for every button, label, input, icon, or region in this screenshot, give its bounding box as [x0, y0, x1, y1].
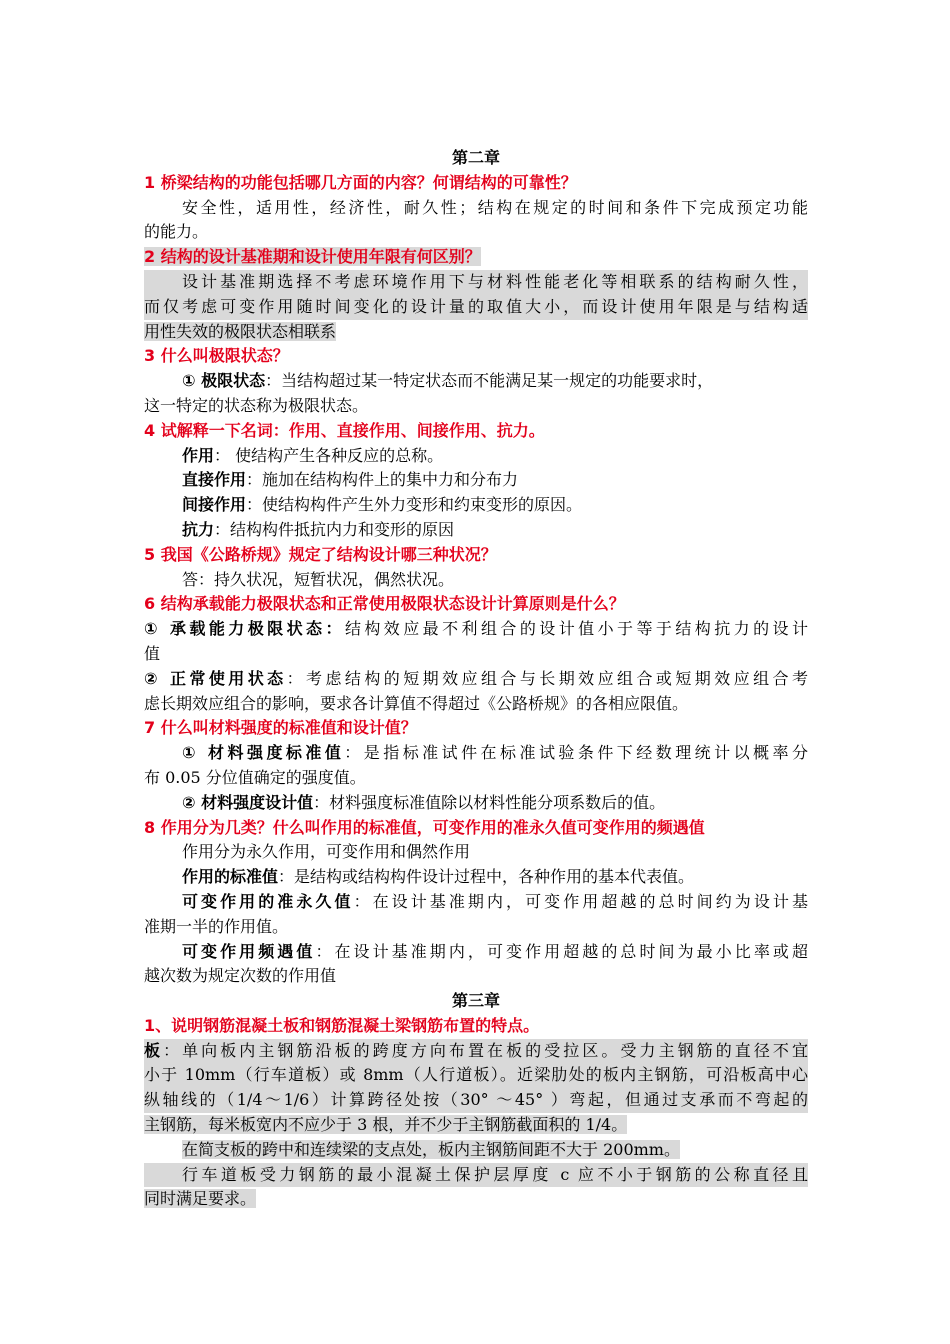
answer-3-term: ① 极限状态 [182, 371, 266, 391]
answer-4-line-3 [144, 493, 808, 518]
answer-8-def-4: ：在设计基准期内，可变作用超越的总时间为最小比率或超 [315, 941, 808, 961]
answer-8-line-5 [144, 940, 808, 965]
answer-2-line-3 [144, 320, 808, 345]
answer-4-term-4: 抗力 [182, 519, 215, 539]
question-2-text: 2 结构的设计基准期和设计使用年限有何区别？ [144, 247, 481, 267]
answer-4-term-3: 间接作用 [182, 495, 247, 515]
question-5: 5 我国《公路桥规》规定了结构设计哪三种状况？ [144, 544, 497, 564]
answer-7-def-2: ：材料强度标准值除以材料性能分项系数后的值。 [313, 792, 666, 812]
answer-4-term-2: 直接作用 [182, 470, 247, 490]
chapter-2-title: 第二章 [451, 148, 500, 167]
answer-1-line-2: 的能力。 [144, 222, 209, 242]
answer-4-def-4: ：结构构件抵抗内力和变形的原因 [214, 519, 455, 539]
document-page [144, 146, 808, 1212]
answer-2-line-3-text: 用性失效的极限状态相联系 [144, 321, 337, 341]
answer-7-line-3 [144, 791, 808, 816]
answer-6-line-3 [144, 667, 808, 692]
answer-6-line-4: 虑长期效应组合的影响，要求各计算值不得超过《公路桥规》的各相应限值。 [144, 693, 689, 713]
answer-8-def-2: ：是结构或结构构件设计过程中，各种作用的基本代表值。 [278, 867, 695, 887]
ch3-answer-1-line-4-text: 主钢筋，每米板宽内不应少于 3 根，并不少于主钢筋截面积的 1/4。 [144, 1115, 628, 1135]
answer-2-line-2: 而仅考虑可变作用随时间变化的设计量的取值大小，而设计使用年限是与结构适 [144, 295, 808, 320]
answer-4-def-1: ： 使结构产生各种反应的总称。 [214, 445, 444, 465]
answer-4-def-2: ：施加在结构构件上的集中力和分布力 [246, 470, 519, 490]
answer-6-term-2: ② 正常使用状态 [144, 668, 287, 688]
answer-3-line-2: 这一特定的状态称为极限状态。 [144, 395, 369, 415]
ch3-answer-1-line-6: 行车道板受力钢筋的最小混凝土保护层厚度 c 应不小于钢筋的公称直径且 [144, 1163, 808, 1188]
answer-8-term-2: 作用的标准值 [182, 867, 279, 887]
answer-8-def-3: ：在设计基准期内，可变作用超越的总时间约为设计基 [353, 891, 808, 911]
ch3-answer-1-term: 板 [144, 1040, 164, 1060]
answer-8-line-4: 准期一半的作用值。 [144, 916, 289, 936]
answer-8-term-3: 可变作用的准永久值 [182, 891, 354, 911]
answer-6-term-1: ① 承载能力极限状态： [144, 619, 345, 639]
answer-7-def-1: ：是指标准试件在标准试验条件下经数理统计以概率分 [344, 743, 808, 763]
answer-7-term-1: ① 材料强度标准值 [182, 743, 345, 763]
answer-7-line-1 [144, 741, 808, 766]
ch3-answer-1-line-1 [144, 1039, 808, 1064]
ch3-answer-1-line-3: 纵轴线的（1/4～1/6）计算跨径处按（30° ～45° ）弯起，但通过支承而不弯起的 [144, 1088, 808, 1113]
answer-6-line-1 [144, 617, 808, 642]
answer-8-term-4: 可变作用频遇值 [182, 941, 316, 961]
answer-6-def-1: 结构效应最不利组合的设计值小于等于结构抗力的设计 [344, 619, 808, 639]
answer-4-line-4 [144, 518, 808, 543]
answer-6-line-2: 值 [144, 643, 161, 663]
ch3-answer-1-line-4 [144, 1113, 808, 1138]
question-1: 1 桥梁结构的功能包括哪几方面的内容？何谓结构的可靠性？ [144, 172, 577, 192]
answer-1-line-1: 安全性，适用性，经济性，耐久性；结构在规定的时间和条件下完成预定功能 [182, 197, 808, 217]
answer-8-line-6: 越次数为规定次数的作用值 [144, 966, 337, 986]
answer-4-line-2 [144, 468, 808, 493]
ch3-answer-1-line-2: 小于 10mm（行车道板）或 8mm（人行道板）。近梁肋处的板内主钢筋，可沿板高中心 [144, 1063, 808, 1088]
ch3-answer-1-line-5-text: 在简支板的跨中和连续梁的支点处，板内主钢筋间距不大于 200mm。 [182, 1139, 680, 1159]
ch3-answer-1-line-7-text: 同时满足要求。 [144, 1189, 257, 1209]
question-2 [144, 245, 808, 270]
chapter-3-title: 第三章 [451, 991, 500, 1011]
answer-4-term-1: 作用 [182, 445, 215, 465]
answer-8-line-3 [144, 890, 808, 915]
answer-3-def: ：当结构超过某一特定状态而不能满足某一规定的功能要求时， [265, 371, 714, 391]
answer-7-line-2: 布 0.05 分位值确定的强度值。 [144, 767, 366, 787]
ch3-answer-1-line-7 [144, 1187, 808, 1212]
question-7: 7 什么叫材料强度的标准值和设计值？ [144, 718, 417, 738]
question-8: 8 作用分为几类？什么叫作用的标准值，可变作用的准永久值可变作用的频遇值 [144, 817, 705, 837]
answer-2-line-1: 设计基准期选择不考虑环境作用下与材料性能老化等相联系的结构耐久性， [144, 270, 808, 295]
answer-7-term-2: ② 材料强度设计值 [182, 792, 314, 812]
answer-8-line-1: 作用分为永久作用，可变作用和偶然作用 [182, 842, 471, 862]
question-4: 4 试解释一下名词：作用、直接作用、间接作用、抗力。 [144, 420, 545, 440]
ch3-answer-1-def: ：单向板内主钢筋沿板的跨度方向布置在板的受拉区。受力主钢筋的直径不宜 [163, 1040, 808, 1060]
answer-3-line-1 [144, 369, 808, 394]
question-3: 3 什么叫极限状态？ [144, 346, 289, 366]
ch3-answer-1-line-5 [144, 1138, 808, 1163]
answer-5: 答：持久状况，短暂状况，偶然状况。 [182, 569, 455, 589]
answer-6-def-2: ：考虑结构的短期效应组合与长期效应组合或短期效应组合考 [286, 668, 808, 688]
question-6: 6 结构承载能力极限状态和正常使用极限状态设计计算原则是什么？ [144, 594, 625, 614]
ch3-question-1: 1、说明钢筋混凝土板和钢筋混凝土梁钢筋布置的特点。 [144, 1015, 540, 1035]
answer-4-def-3: ：使结构构件产生外力变形和约束变形的原因。 [246, 495, 583, 515]
answer-8-line-2 [144, 865, 808, 890]
answer-4-line-1 [144, 444, 808, 469]
